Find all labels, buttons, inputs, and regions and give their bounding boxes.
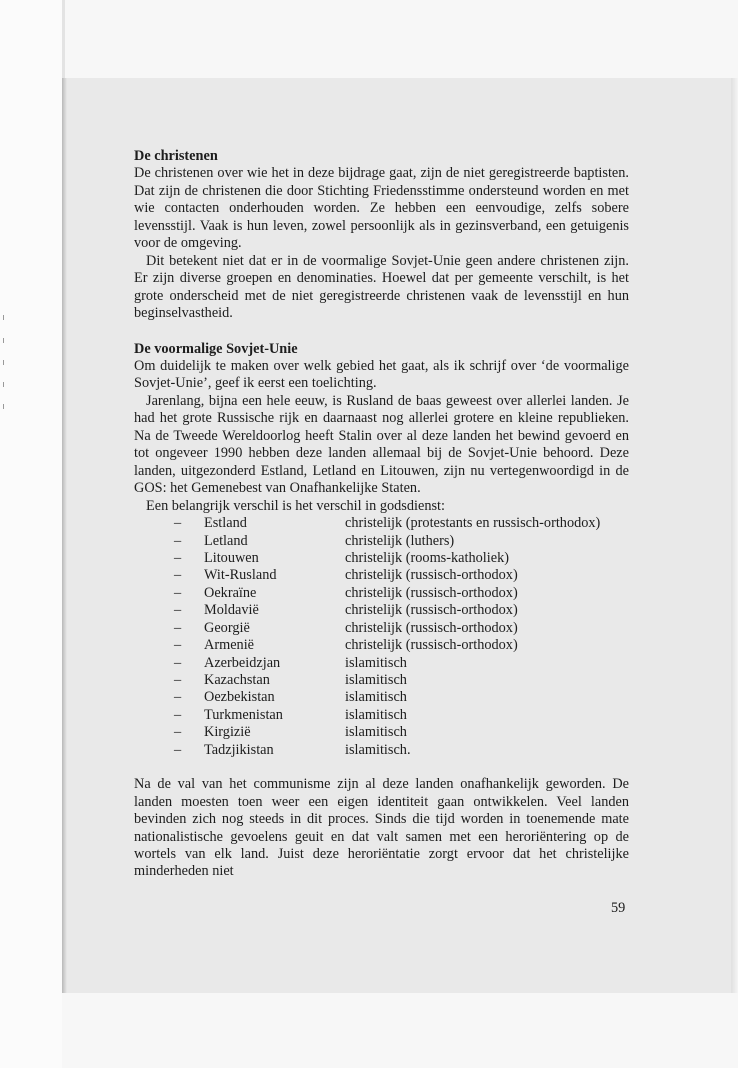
religion: islamitisch: [345, 654, 407, 671]
dash: –: [174, 741, 182, 758]
paragraph: De christenen over wie het in deze bijdrage gaat, zijn de niet geregistreerde baptisten. Dat zijn de christenen die door Stichting Friedensstimme ondersteund worden en met wie contacten onderhouden worden. Ze hebben een eenvoudige, zelfs sobere levensstijl. Vaak is hun leven, zowel persoonlijk als in gezinsverband, een getuigenis voor de omgeving.: [134, 165, 629, 252]
religion: islamitisch: [345, 706, 407, 723]
list-item: [134, 655, 629, 672]
religion: christelijk (russisch-orthodox): [345, 637, 518, 654]
dash: –: [174, 654, 182, 671]
section-heading-sovjet-unie: De voormalige Sovjet-Unie: [134, 340, 298, 357]
dash: –: [174, 584, 182, 601]
country-name: Letland: [204, 532, 248, 549]
list-item: [134, 585, 629, 602]
dash: –: [174, 672, 182, 688]
country-name: Kirgizië: [204, 724, 251, 741]
country-name: Oekraïne: [204, 584, 257, 601]
country-name: Oezbekistan: [204, 689, 275, 706]
religion: christelijk (russisch-orthodox): [345, 584, 518, 601]
list-item: [134, 707, 629, 724]
section-heading-christenen: De christenen: [134, 148, 218, 164]
paragraph: Om duidelijk te maken over welk gebied het gaat, als ik schrijf over ‘de voormalige Sovjet-Unie’, geef ik eerst een toelichting.: [134, 357, 629, 392]
religion: christelijk (rooms-katholiek): [345, 549, 509, 566]
country-name: Azerbeidzjan: [204, 654, 281, 671]
dash: –: [174, 602, 182, 619]
list-item: [134, 689, 629, 706]
dash: –: [174, 567, 182, 584]
dash: –: [174, 619, 182, 636]
country-name: Turkmenistan: [204, 706, 283, 723]
country-name: Kazachstan: [204, 672, 270, 688]
country-name: Armenië: [204, 637, 255, 654]
dash: –: [174, 532, 182, 549]
country-name: Litouwen: [204, 549, 259, 566]
list-item: [134, 672, 629, 689]
country-name: Wit-Rusland: [204, 567, 277, 584]
spine-top: [62, 0, 65, 78]
list-item: [134, 533, 629, 550]
list-item: [134, 550, 629, 567]
list-item: [134, 602, 629, 619]
religion: christelijk (russisch-orthodox): [345, 602, 518, 619]
country-name: Georgië: [204, 619, 250, 636]
paragraph: Dit betekent niet dat er in de voormalige Sovjet-Unie geen andere christenen zijn. Er zijn diverse groepen en denominaties. Hoewel dat per gemeente verschilt, is het grote onderscheid met de niet geregistreerde christenen vaak de levensstijl en hun beginselvastheid.: [134, 252, 629, 322]
page-number: 59: [611, 900, 626, 916]
religion: christelijk (luthers): [345, 532, 455, 549]
list-item: [134, 637, 629, 654]
religion: christelijk (protestants en russisch-orthodox): [345, 515, 601, 532]
religion: christelijk (russisch-orthodox): [345, 567, 518, 584]
list-item: [134, 515, 629, 532]
religion: christelijk (russisch-orthodox): [345, 619, 518, 636]
page-text: [134, 148, 629, 881]
page-edge: [731, 78, 738, 993]
dash: –: [174, 706, 182, 723]
country-name: Estland: [204, 515, 247, 532]
country-name: Tadzjikistan: [204, 741, 274, 758]
list-item: [134, 724, 629, 741]
dash: –: [174, 515, 182, 532]
paragraph: Jarenlang, bijna een hele eeuw, is Rusland de baas geweest over allerlei landen. Je had het grote Russische rijk en daarnaast nog allerlei grotere en kleine republieken. Na de Tweede Wereldoorlog heeft Stalin over al deze landen het bewind gevoerd en tot ongeveer 1990 hebben deze landen allemaal bij de Sovjet-Unie behoord. Deze landen, uitgezonderd Estland, Letland en Litouwen, zijn nu vertegenwoordigd in de GOS: het Gemenebest van Onafhankelijke Staten.: [134, 392, 629, 497]
religion: islamitisch.: [345, 741, 411, 758]
list-item: [134, 620, 629, 637]
dash: –: [174, 549, 182, 566]
country-religion-list: [134, 515, 629, 759]
list-item: [134, 742, 629, 759]
dash: –: [174, 689, 182, 706]
paragraph: Een belangrijk verschil is het verschil in godsdienst:: [146, 497, 445, 514]
religion: islamitisch: [345, 689, 407, 706]
religion: islamitisch: [345, 724, 407, 741]
country-name: Moldavië: [204, 602, 259, 619]
facing-page: [0, 0, 62, 1068]
paragraph: Na de val van het communisme zijn al deze landen onafhankelijk geworden. De landen moesten toen weer een eigen identiteit gaan ontwikkelen. Veel landen bevinden zich nog steeds in dit proces. Sinds die tijd worden in toenemende mate nationalistische gevoelens geuit en dat valt samen met een heroriëntering op de wortels van elk land. Juist deze heroriëntatie zorgt ervoor dat het christelijke minderheden niet: [134, 776, 629, 880]
dash: –: [174, 724, 182, 741]
religion: islamitisch: [345, 672, 407, 688]
list-item: [134, 567, 629, 584]
dash: –: [174, 637, 182, 654]
